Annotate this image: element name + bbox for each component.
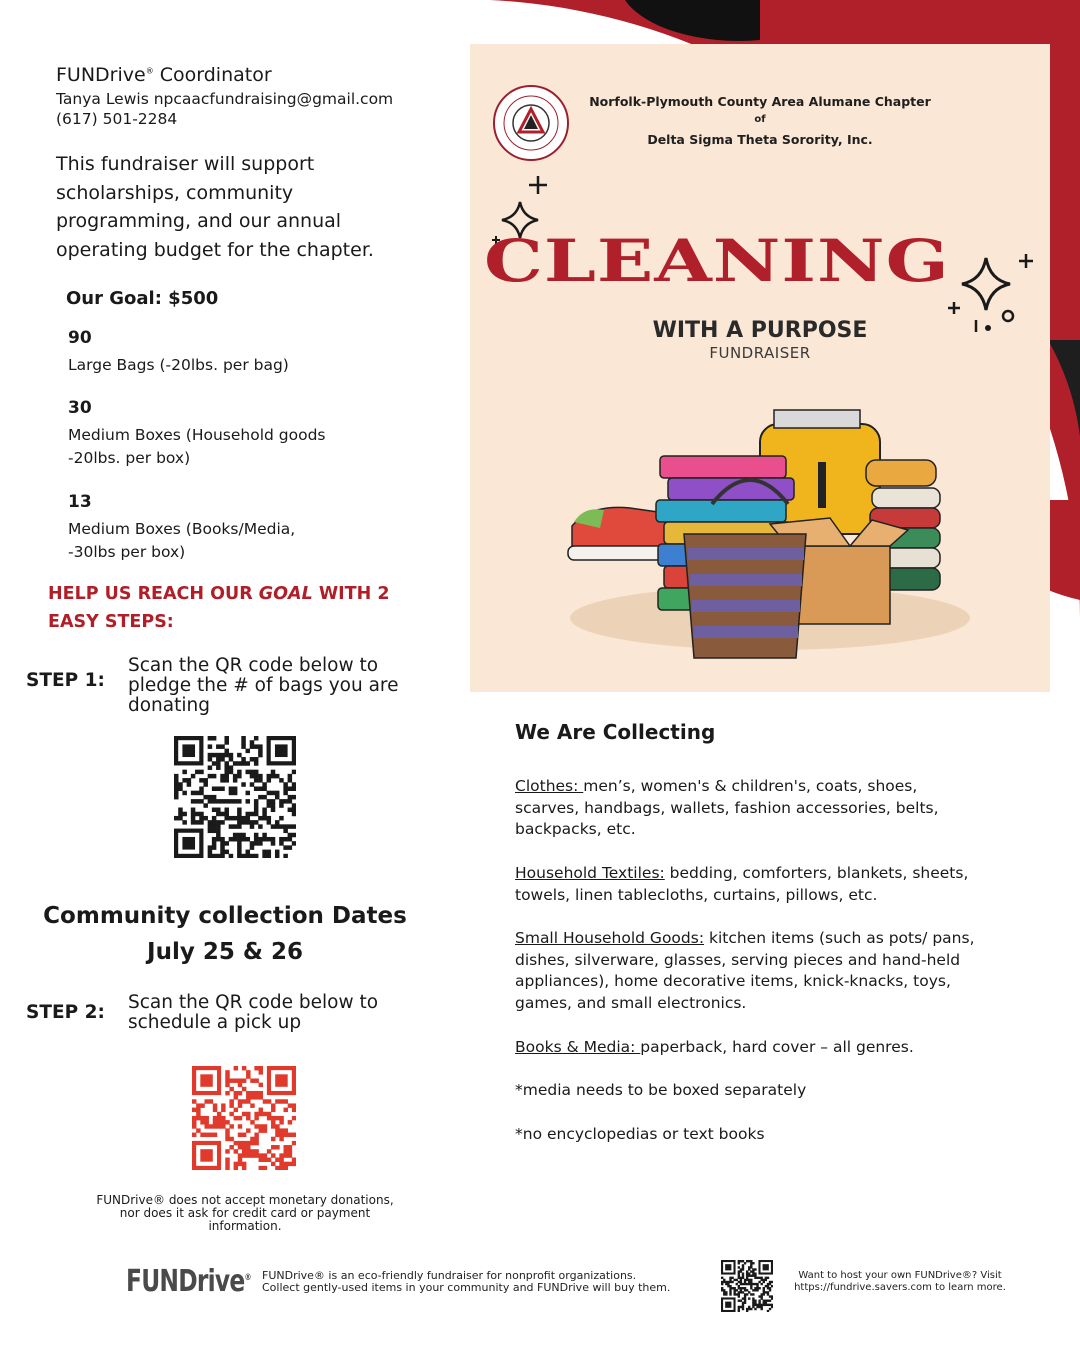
- collecting-note: *no encyclopedias or text books: [515, 1125, 765, 1143]
- collecting-title: We Are Collecting: [515, 720, 716, 744]
- collecting-item: [515, 928, 985, 1014]
- collecting-category: Household Textiles:: [515, 864, 665, 882]
- poster-title: CLEANING: [484, 228, 950, 296]
- step1-label: STEP 1:: [26, 670, 105, 691]
- fundraiser-poster: [470, 44, 1050, 692]
- goal-description: Medium Boxes (Books/Media, -30lbs per box): [68, 520, 296, 561]
- chapter-seal-icon: [492, 84, 570, 162]
- footer-host-info: Want to host your own FUNDrive®? Visit https://fundrive.savers.com to learn more.: [794, 1270, 1006, 1293]
- collecting-description: men’s, women's & children's, coats, shoes, scarves, handbags, wallets, fashion accessories, belts, backpacks, etc.: [515, 777, 939, 838]
- collecting-item: [515, 1037, 985, 1059]
- poster-subtitle: WITH A PURPOSE: [652, 318, 868, 343]
- goal-item: [68, 328, 338, 377]
- donation-items-illustration: [560, 396, 980, 666]
- collecting-description: paperback, hard cover – all genres.: [640, 1038, 914, 1056]
- goal-title: Our Goal: $500: [66, 288, 219, 309]
- goal-count: 90: [68, 328, 92, 348]
- poster-fundraiser-label: FUNDRAISER: [709, 344, 811, 362]
- community-dates-title: Community collection Dates: [43, 903, 407, 929]
- fundrive-logo: FUNDrive®: [126, 1264, 251, 1299]
- collecting-category: Books & Media:: [515, 1038, 641, 1056]
- goal-item: [68, 492, 338, 564]
- coordinator-contact: Tanya Lewis npcaacfundraising@gmail.com: [56, 90, 394, 108]
- collecting-description: kitchen items (such as pots/ pans, dishes, silverware, glasses, serving pieces and hand-held appliances), home decorative items, knick-knacks, toys, games, and small electronics.: [515, 929, 975, 1012]
- footer-description: FUNDrive® is an eco-friendly fundraiser for nonprofit organizations. Collect gently-used items in your community and FUNDrive will buy them.: [262, 1269, 671, 1294]
- goal-count: 30: [68, 398, 92, 418]
- community-collection-dates: [20, 898, 430, 970]
- collecting-item: [515, 863, 985, 906]
- collecting-note: *media needs to be boxed separately: [515, 1081, 807, 1099]
- collecting-description: bedding, comforters, blankets, sheets, towels, linen tablecloths, curtains, pillows, etc.: [515, 864, 969, 904]
- fundrive-qr-code-icon[interactable]: [721, 1260, 773, 1312]
- community-dates-value: July 25 & 26: [147, 939, 303, 965]
- step2-label: STEP 2:: [26, 1002, 105, 1023]
- sorority-name: Delta Sigma Theta Sorority, Inc.: [647, 132, 873, 147]
- step2-text: Scan the QR code below to schedule a pick up: [128, 992, 379, 1033]
- step1-text: Scan the QR code below to pledge the # of bags you are donating: [128, 655, 399, 716]
- disclaimer-text: FUNDrive® does not accept monetary donations, nor does it ask for credit card or payment information.: [96, 1193, 394, 1233]
- chapter-of: of: [754, 114, 766, 125]
- pledge-qr-code-icon[interactable]: [174, 736, 296, 858]
- chapter-name: Norfolk-Plymouth County Area Alumane Chapter: [589, 94, 931, 109]
- goal-count: 13: [68, 492, 92, 512]
- coordinator-title: FUNDrive® Coordinator: [56, 64, 272, 86]
- collecting-category: Clothes:: [515, 777, 584, 795]
- goal-description: Large Bags (-20lbs. per bag): [68, 356, 289, 374]
- help-heading: HELP US REACH OUR GOAL WITH 2 EASY STEPS:: [48, 584, 390, 632]
- pickup-qr-code-icon[interactable]: [192, 1066, 296, 1170]
- support-paragraph: This fundraiser will support scholarships, community programming, and our annual operating budget for the chapter.: [56, 153, 374, 261]
- collecting-item: [515, 776, 985, 841]
- goal-item: [68, 398, 338, 470]
- collecting-category: Small Household Goods:: [515, 929, 705, 947]
- goal-description: Medium Boxes (Household goods -20lbs. per box): [68, 426, 326, 467]
- coordinator-phone: (617) 501-2284: [56, 110, 178, 128]
